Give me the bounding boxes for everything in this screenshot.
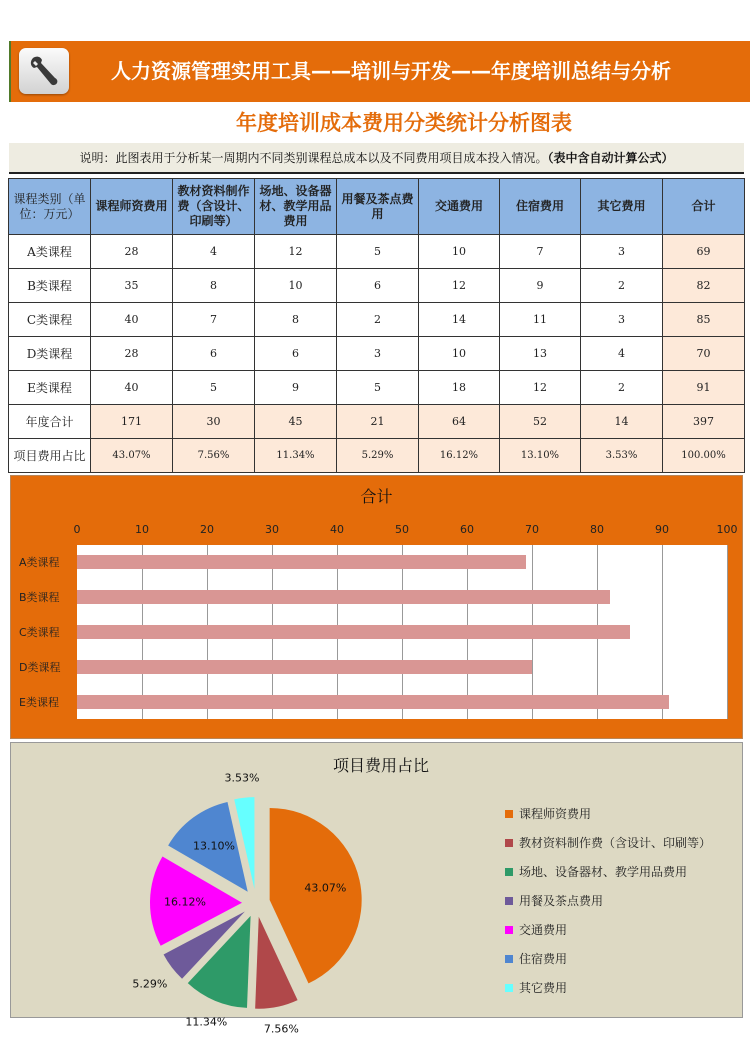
legend-item — [505, 973, 711, 1002]
x-tick-label: 10 — [135, 523, 149, 536]
share-row — [9, 439, 745, 473]
cell: 40 — [91, 303, 173, 337]
legend-item — [505, 857, 711, 886]
row-label: A类课程 — [9, 235, 91, 269]
column-header: 教材资料制作费（含设计、印刷等） — [173, 179, 255, 235]
pie-data-label: 16.12% — [163, 895, 206, 909]
legend-item — [505, 886, 711, 915]
legend-label: 住宿费用 — [519, 952, 568, 966]
cell: 28 — [91, 337, 173, 371]
cell: 10 — [419, 337, 500, 371]
row-label: B类课程 — [9, 269, 91, 303]
cell: 4 — [173, 235, 255, 269]
column-header: 课程师资费用 — [91, 179, 173, 235]
gridline — [662, 545, 663, 719]
cell: 7 — [500, 235, 581, 269]
x-tick-label: 50 — [395, 523, 409, 536]
pie-legend — [505, 799, 711, 1002]
row-total: 82 — [663, 269, 745, 303]
pie-data-label: 43.07% — [304, 881, 347, 895]
share-pie-chart — [10, 742, 743, 1036]
cell: 4 — [581, 337, 663, 371]
legend-label: 交通费用 — [519, 923, 568, 937]
x-tick-label: 60 — [460, 523, 474, 536]
description-note: （表中含自动计算公式） — [547, 151, 674, 165]
total-bar-chart — [10, 475, 743, 739]
table-row — [9, 337, 745, 371]
x-tick-label: 70 — [525, 523, 539, 536]
row-total: 69 — [663, 235, 745, 269]
cell: 18 — [419, 371, 500, 405]
cell: 8 — [173, 269, 255, 303]
column-header: 交通费用 — [419, 179, 500, 235]
cell: 16.12% — [419, 439, 500, 473]
column-header: 合计 — [663, 179, 745, 235]
legend-swatch — [505, 897, 513, 905]
row-label: D类课程 — [9, 337, 91, 371]
legend-label: 其它费用 — [519, 981, 568, 995]
cell: 6 — [255, 337, 337, 371]
cell: 7 — [173, 303, 255, 337]
cell: 11.34% — [255, 439, 337, 473]
y-category-label: A类课程 — [19, 556, 60, 570]
legend-swatch — [505, 926, 513, 934]
x-tick-label: 0 — [73, 523, 81, 536]
bar-chart-title: 合计 — [360, 487, 393, 506]
pie-data-label: 13.10% — [192, 839, 235, 853]
grand-total: 397 — [663, 405, 745, 439]
cell: 28 — [91, 235, 173, 269]
legend-item — [505, 828, 711, 857]
cell: 40 — [91, 371, 173, 405]
legend-item — [505, 799, 711, 828]
x-tick-label: 40 — [330, 523, 344, 536]
cell: 30 — [173, 405, 255, 439]
bar-plot-area — [77, 545, 727, 719]
column-header: 场地、设备器材、教学用品费用 — [255, 179, 337, 235]
y-category-label: D类课程 — [19, 660, 61, 674]
cell: 14 — [419, 303, 500, 337]
cell: 21 — [337, 405, 419, 439]
legend-label: 教材资料制作费（含设计、印刷等） — [519, 836, 712, 850]
y-category-label: E类课程 — [19, 695, 59, 709]
cell: 6 — [337, 269, 419, 303]
row-total: 85 — [663, 303, 745, 337]
legend-label: 场地、设备器材、教学用品费用 — [519, 865, 688, 879]
bar — [77, 590, 610, 604]
table-row — [9, 303, 745, 337]
header-bar — [9, 41, 750, 102]
legend-swatch — [505, 868, 513, 876]
column-header: 课程类别（单位：万元） — [9, 179, 91, 235]
table-row — [9, 235, 745, 269]
x-tick-label: 90 — [655, 523, 669, 536]
legend-item — [505, 915, 711, 944]
legend-item — [505, 944, 711, 973]
wrench-icon — [19, 48, 69, 94]
column-header: 其它费用 — [581, 179, 663, 235]
cell: 2 — [337, 303, 419, 337]
cell: 10 — [419, 235, 500, 269]
cell: 13.10% — [500, 439, 581, 473]
cell: 100.00% — [663, 439, 745, 473]
legend-swatch — [505, 955, 513, 963]
cell: 3 — [337, 337, 419, 371]
pie-data-label: 5.29% — [132, 977, 168, 991]
bar — [77, 695, 669, 709]
y-category-label: B类课程 — [19, 591, 60, 605]
cell: 3.53% — [581, 439, 663, 473]
annual-total-row — [9, 405, 745, 439]
cell: 5 — [173, 371, 255, 405]
bar — [77, 555, 526, 569]
bar — [77, 660, 532, 674]
row-total: 91 — [663, 371, 745, 405]
cell: 5 — [337, 371, 419, 405]
cell: 171 — [91, 405, 173, 439]
column-header: 用餐及茶点费用 — [337, 179, 419, 235]
cell: 13 — [500, 337, 581, 371]
table-row — [9, 269, 745, 303]
cell: 7.56% — [173, 439, 255, 473]
y-category-label: C类课程 — [19, 626, 60, 639]
table-row — [9, 371, 745, 405]
legend-label: 用餐及茶点费用 — [519, 894, 604, 908]
gridline — [727, 545, 728, 719]
cell: 2 — [581, 371, 663, 405]
row-label: 项目费用占比 — [9, 439, 91, 473]
bar — [77, 625, 630, 639]
cell: 8 — [255, 303, 337, 337]
cell: 14 — [581, 405, 663, 439]
cell: 9 — [255, 371, 337, 405]
pie-data-label: 11.34% — [185, 1015, 228, 1029]
x-tick-label: 30 — [265, 523, 279, 536]
legend-label: 课程师资费用 — [519, 807, 592, 821]
description-text: 说明：此图表用于分析某一周期内不同类别课程总成本以及不同费用项目成本投入情况。 — [79, 151, 548, 165]
row-label: C类课程 — [9, 303, 91, 337]
row-label: E类课程 — [9, 371, 91, 405]
pie-slice — [270, 808, 362, 983]
cell: 6 — [173, 337, 255, 371]
cell: 12 — [500, 371, 581, 405]
cell: 3 — [581, 303, 663, 337]
cell: 12 — [419, 269, 500, 303]
legend-swatch — [505, 984, 513, 992]
cell: 10 — [255, 269, 337, 303]
x-tick-label: 80 — [590, 523, 604, 536]
pie-data-label: 7.56% — [263, 1022, 299, 1036]
pie-data-label: 3.53% — [224, 771, 260, 785]
cell: 43.07% — [91, 439, 173, 473]
description-bar — [9, 143, 744, 174]
x-tick-label: 20 — [200, 523, 214, 536]
cell: 9 — [500, 269, 581, 303]
cell: 35 — [91, 269, 173, 303]
cost-table — [8, 178, 745, 473]
header-title: 人力资源管理实用工具——培训与开发——年度培训总结与分析 — [111, 59, 671, 83]
row-label: 年度合计 — [9, 405, 91, 439]
x-tick-label: 100 — [716, 523, 738, 536]
cell: 64 — [419, 405, 500, 439]
cell: 52 — [500, 405, 581, 439]
legend-swatch — [505, 810, 513, 818]
cell: 5 — [337, 235, 419, 269]
page-title: 年度培训成本费用分类统计分析图表 — [236, 111, 572, 135]
column-header: 住宿费用 — [500, 179, 581, 235]
cell: 12 — [255, 235, 337, 269]
cell: 5.29% — [337, 439, 419, 473]
cell: 2 — [581, 269, 663, 303]
cell: 3 — [581, 235, 663, 269]
pie-chart-title: 项目费用占比 — [332, 756, 429, 775]
cell: 45 — [255, 405, 337, 439]
table-header-row — [9, 179, 745, 235]
row-total: 70 — [663, 337, 745, 371]
cell: 11 — [500, 303, 581, 337]
legend-swatch — [505, 839, 513, 847]
